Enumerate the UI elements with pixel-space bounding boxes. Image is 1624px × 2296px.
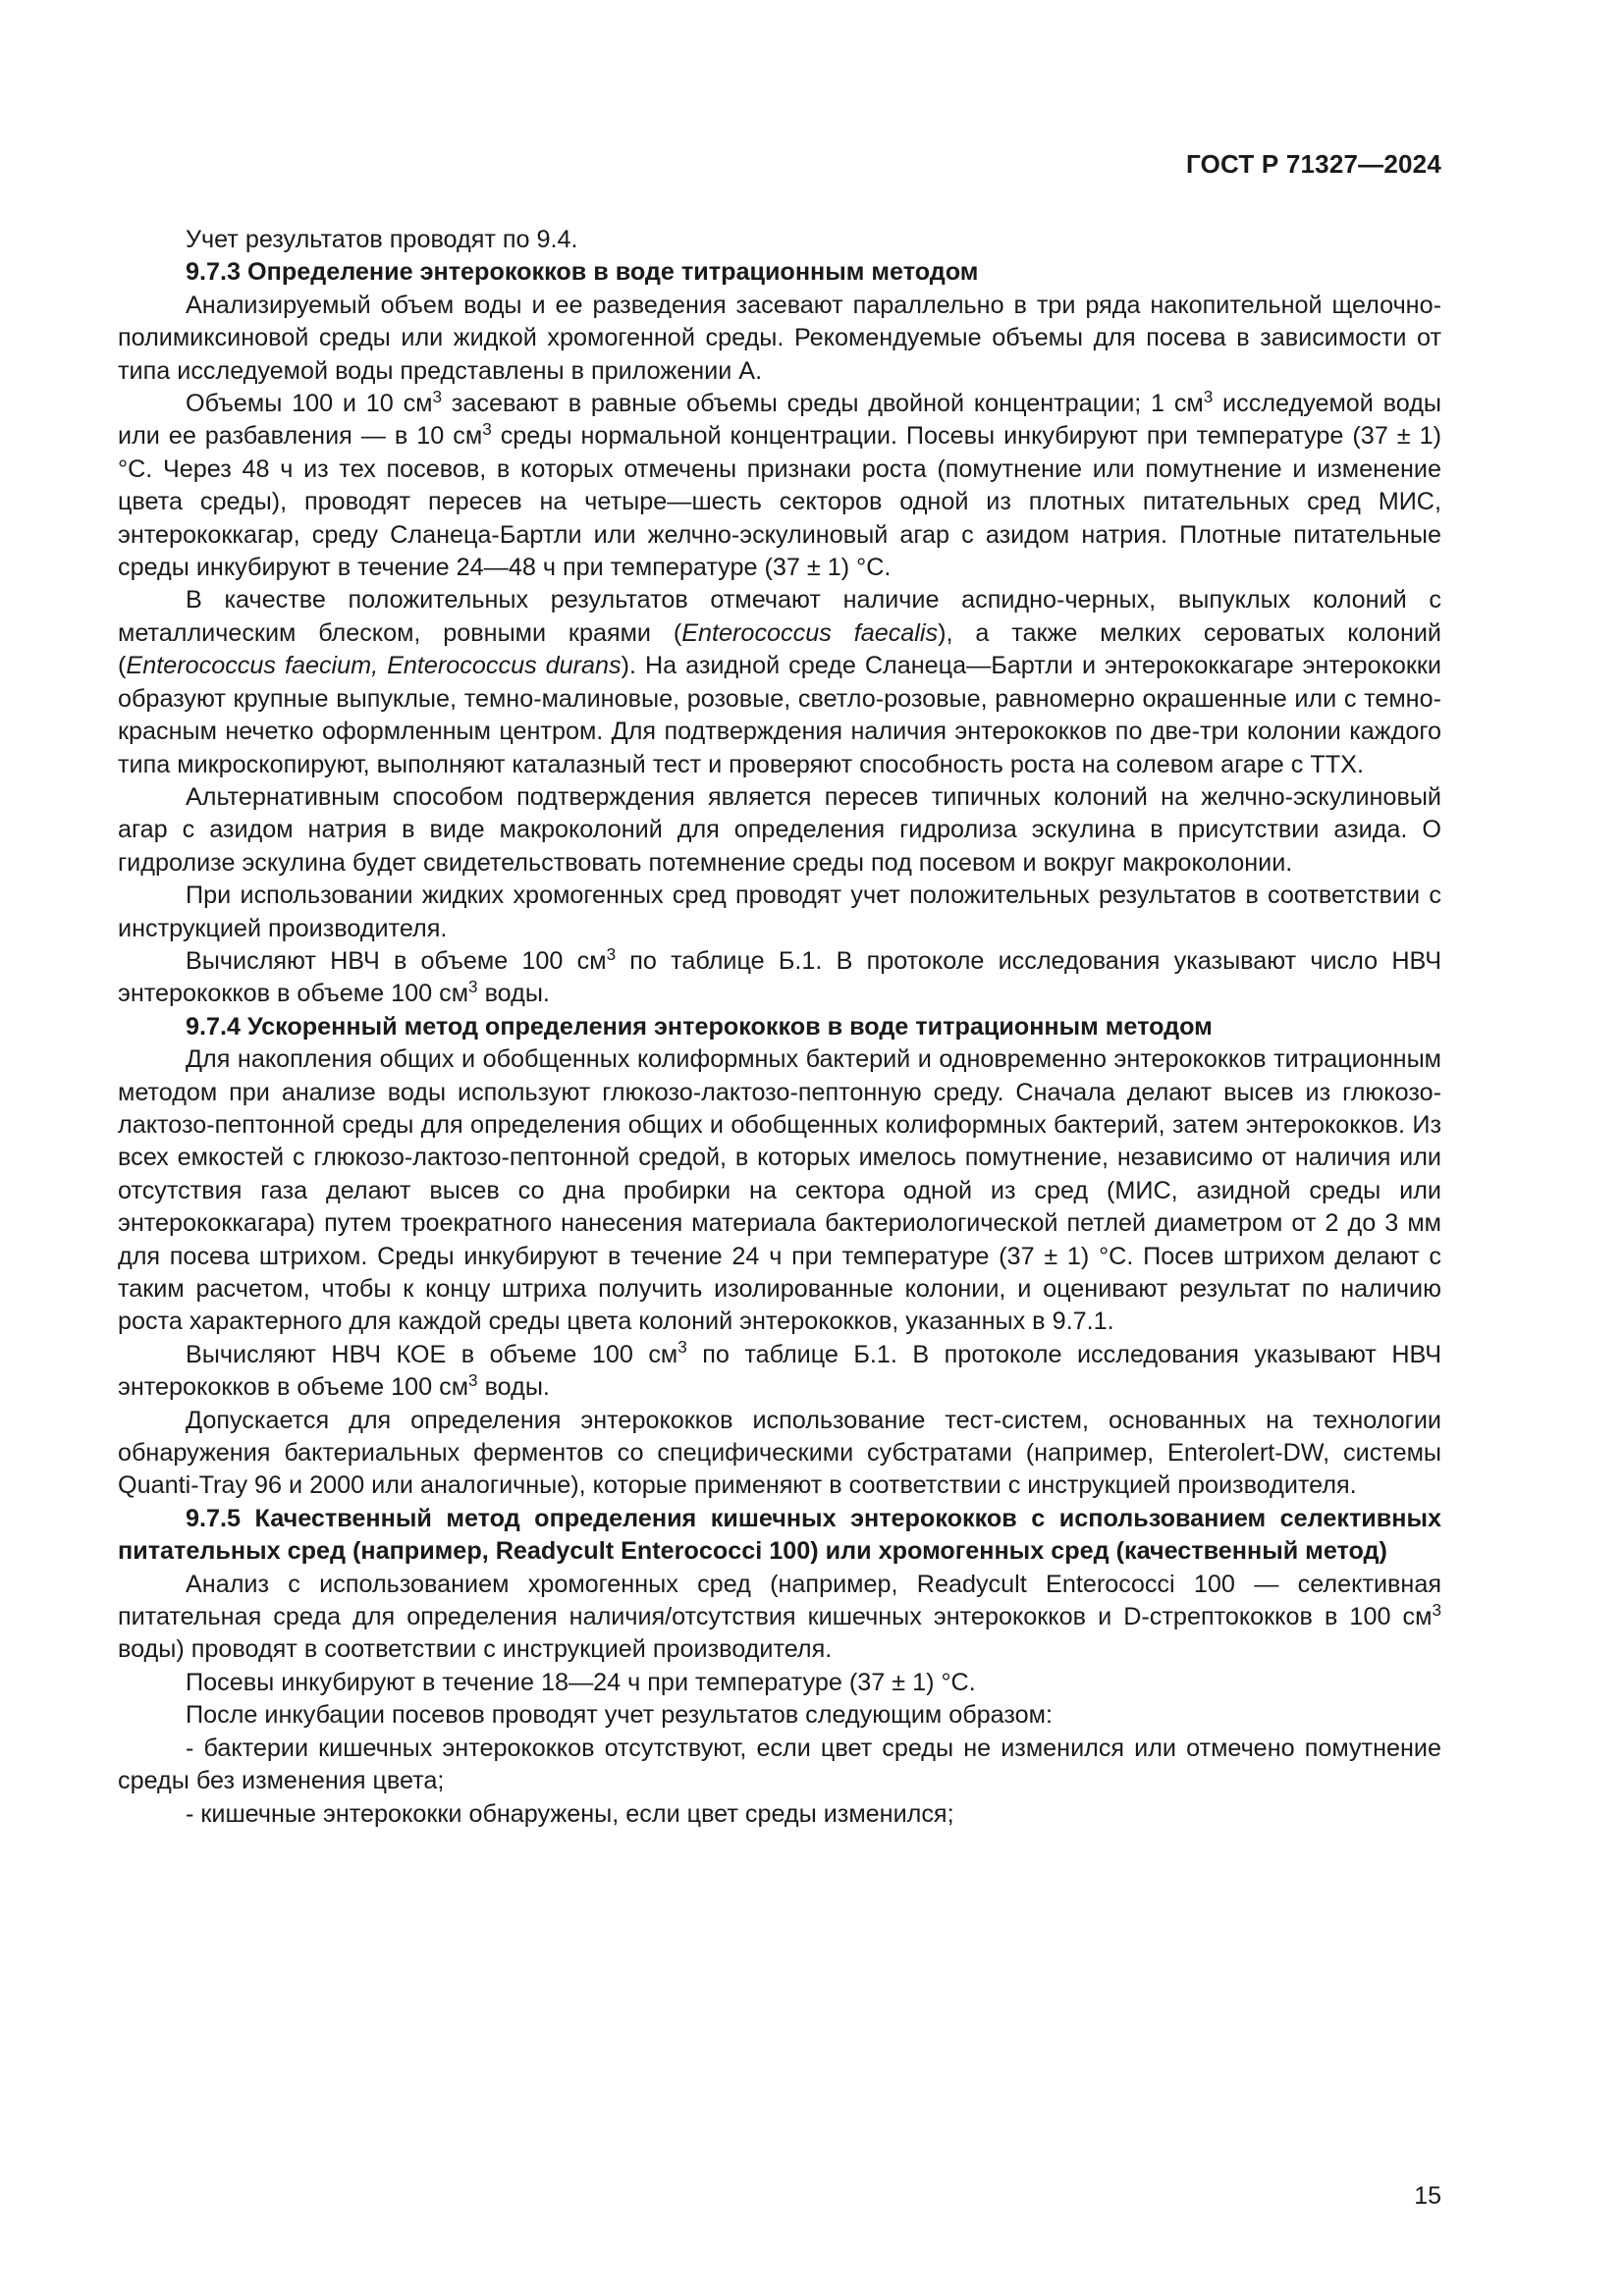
document-number: ГОСТ Р 71327—2024 bbox=[1186, 149, 1441, 179]
paragraph: Альтернативным способом подтверждения является пересев типичных колоний на желчно-эскулиновый агар с азидом натрия в виде макроколоний для определения гидролиза эскулина в присутствии азида. О гидролизе эскулина будет свидетельствовать потемнение среды под посевом и вокруг макроколонии. bbox=[118, 782, 1441, 877]
paragraph: В качестве положительных результатов отмечают наличие аспидно-черных, выпуклых колоний с металлическим блеском, ровными краями (Enterococcus faecalis), а также мелких сероватых колоний (Enterococcus faecium, Enterococcus durans). На азидной среде Сланеца—Бартли и энтерококкагаре энтерококки образуют крупные выпуклые, темно-малиновые, розовые, светло-розовые, равномерно окрашенные или с темно-красным нечетко оформленным центром. Для подтверждения наличия энтерококков по две-три колонии каждого типа микроскопируют, выполняют каталазный тест и проверяют способность роста на солевом агаре с ТТХ. bbox=[118, 586, 1441, 778]
paragraph: Вычисляют НВЧ в объеме 100 $см^3$ по таблице Б.1. В протоколе исследования указывают число НВЧ энтерококков в объеме 100 $см^3$ воды. bbox=[118, 943, 1441, 1008]
paragraph: Учет результатов проводят по 9.4. bbox=[186, 226, 578, 253]
paragraph: Анализ с использованием хромогенных сред (например, Readycult Enterococci 100 — селективная питательная среда для определения наличия/отсутствия кишечных энтерококков и D-стрептококков в 100 $см^3$ воды) проводят в соответствии с инструкцией производителя. bbox=[118, 1570, 1441, 1664]
section-heading-9-7-5: 9.7.5 Качественный метод определения кишечных энтерококков с использованием селективных питательных сред (например, Readycult Enterococci 100) или хромогенных сред (качественный метод) bbox=[118, 1504, 1441, 1566]
paragraph: Для накопления общих и обобщенных колиформных бактерий и одновременно энтерококков титрационным методом при анализе воды используют глюкозо-лактозо-пептонную среду. Сначала делают высев из глюкозо-лактозо-пептонной среды для определения общих и обобщенных колиформных бактерий, затем энтерококков. Из всех емкостей с глюкозо-лактозо-пептонной средой, в которых имелось помутнение, независимо от наличия или отсутствия газа делают высев со дна пробирки на сектора одной из сред (МИС, азидной среды или энтерококкагара) путем троекратного нанесения материала бактериологической петлей диаметром от 2 до 3 мм для посева штрихом. Среды инкубируют в течение 24 ч при температуре (37 ± 1) °С. Посев штрихом делают с таким расчетом, чтобы к концу штриха получить изолированные колонии, и оценивают результат по наличию роста характерного для каждой среды цвета колоний энтерококков, указанных в 9.7.1. bbox=[118, 1045, 1441, 1336]
paragraph: Вычисляют НВЧ КОЕ в объеме 100 $см^3$ по таблице Б.1. В протоколе исследования указывают НВЧ энтерококков в объеме 100 $см^3$ воды. bbox=[118, 1337, 1441, 1402]
paragraph: Анализируемый объем воды и ее разведения засевают параллельно в три ряда накопительной щелочно-полимиксиновой среды или жидкой хромогенной среды. Рекомендуемые объемы для посева в зависимости от типа исследуемой воды представлены в приложении А. bbox=[118, 291, 1441, 385]
paragraph: Объемы 100 и 10 $см^3$ засевают в равные объемы среды двойной концентрации; 1 $см^3$ исследуемой воды или ее разбавления — в 10 $см^3$ среды нормальной концентрации. Посевы инкубируют при температуре (37 ± 1) °С. Через 48 ч из тех посевов, в которых отмечены признаки роста (помутнение или помутнение и изменение цвета среды), проводят пересев на четыре—шесть секторов одной из плотных питательных сред МИС, энтерококкагар, среду Сланеца-Бартли или желчно-эскулиновый агар с азидом натрия. Плотные питательные среды инкубируют в течение 24—48 ч при температуре (37 ± 1) °С. bbox=[118, 386, 1442, 582]
page-number: 15 bbox=[1414, 2182, 1441, 2210]
section-heading-9-7-4: 9.7.4 Ускоренный метод определения энтерококков в воде титрационным методом bbox=[186, 1012, 1213, 1041]
list-item: - бактерии кишечных энтерококков отсутствуют, если цвет среды не изменился или отмечено помутнение среды без изменения цвета; bbox=[118, 1734, 1441, 1795]
paragraph: Посевы инкубируют в течение 18—24 ч при температуре (37 ± 1) °С. bbox=[186, 1668, 976, 1696]
paragraph: Допускается для определения энтерококков использование тест-систем, основанных на технологии обнаружения бактериальных ферментов со специфическими субстратами (например, Enterolert-DW, системы Quanti-Tray 96 и 2000 или аналогичные), которые применяют в соответствии с инструкцией производителя. bbox=[118, 1406, 1441, 1500]
section-heading-9-7-3: 9.7.3 Определение энтерококков в воде титрационным методом bbox=[186, 258, 979, 287]
paragraph: При использовании жидких хромогенных сред проводят учет положительных результатов в соответствии с инструкцией производителя. bbox=[118, 881, 1441, 942]
list-item: - кишечные энтерококки обнаружены, если цвет среды изменился; bbox=[186, 1799, 954, 1828]
paragraph: После инкубации посевов проводят учет результатов следующим образом: bbox=[186, 1701, 1053, 1730]
document-body bbox=[118, 224, 1441, 1831]
